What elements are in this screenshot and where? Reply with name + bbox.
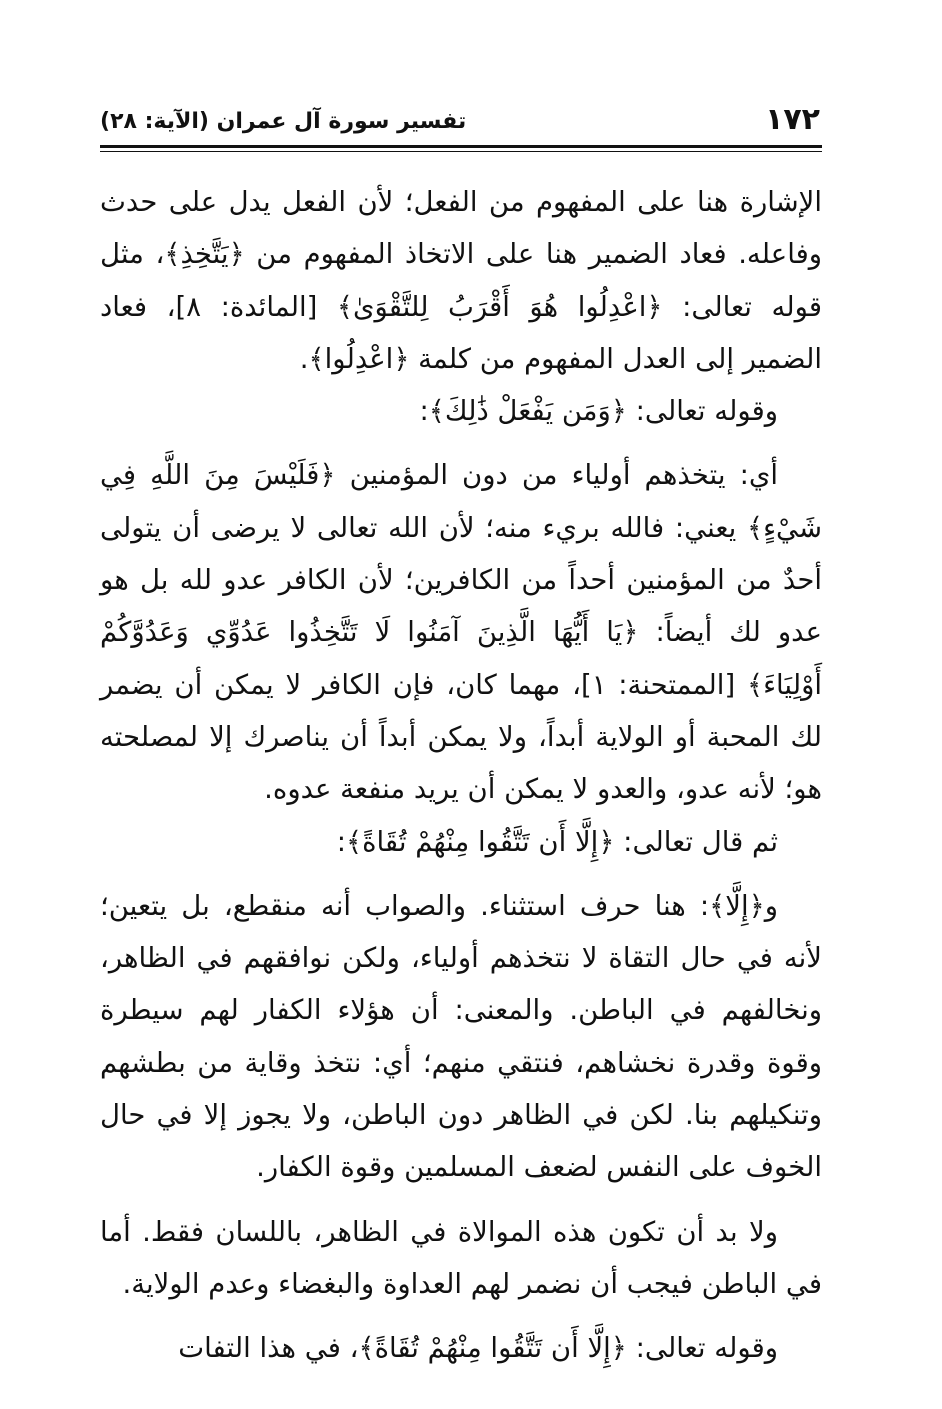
- paragraph: ثم قال تعالى: ﴿إِلَّا أَن تَتَّقُوا مِنْهُمْ تُقَاةً﴾:: [336, 825, 778, 858]
- paragraph: أي: يتخذهم أولياء من دون المؤمنين ﴿فَلَيْسَ مِنَ اللَّهِ فِي شَيْءٍ﴾ يعني: فالله بريء منه؛ لأن الله تعالى لا يرضى أن يتولى أحدٌ من المؤمنين أحداً من الكافرين؛ لأن الكافر عدو لله بل هو عدو لك أيضاً: ﴿يَا أَيُّهَا الَّذِينَ آمَنُوا لَا تَتَّخِذُوا عَدُوِّي وَعَدُوَّكُمْ أَوْلِيَاءَ﴾ [الممتحنة: ١]، مهما كان، فإن الكافر لا يمكن أن يضمر لك المحبة أو الولاية أبداً، ولا يمكن أبداً أن يناصرك إلا لمصلحته هو؛ لأنه عدو، والعدو لا يمكن أن يريد منفعة عدوه.: [100, 459, 823, 806]
- body-text: [100, 176, 822, 1375]
- page-number: ١٧٢: [765, 102, 820, 137]
- running-title: تفسير سورة آل عمران (الآية: ٢٨): [100, 109, 467, 134]
- header-rule-thick: [100, 145, 822, 148]
- header-rule-thin: [100, 151, 822, 152]
- paragraph: وقوله تعالى: ﴿إِلَّا أَن تَتَّقُوا مِنْهُمْ تُقَاةً﴾، في هذا التفات: [178, 1332, 778, 1365]
- paragraph: و﴿إِلَّا﴾: هنا حرف استثناء. والصواب أنه منقطع، بل يتعين؛ لأنه في حال التقاة لا نتخذهم أولياء، ولكن نوافقهم في الظاهر، ونخالفهم في الباطن. والمعنى: أن هؤلاء الكفار لهم سيطرة وقوة وقدرة نخشاهم، فنتقي منهم؛ أي: نتخذ وقاية من بطشهم وتنكيلهم بنا. لكن في الظاهر دون الباطن، ولا يجوز إلا في حال الخوف على النفس لضعف المسلمين وقوة الكفار.: [100, 889, 822, 1184]
- paragraph: الإشارة هنا على المفهوم من الفعل؛ لأن الفعل يدل على حدث وفاعله. فعاد الضمير هنا على الاتخاذ المفهوم من ﴿يَتَّخِذِ﴾، مثل قوله تعالى: ﴿اعْدِلُوا هُوَ أَقْرَبُ لِلتَّقْوَىٰ﴾ [المائدة: ٨]، فعاد الضمير إلى العدل المفهوم من كلمة ﴿اعْدِلُوا﴾.: [100, 186, 823, 375]
- paragraph: وقوله تعالى: ﴿وَمَن يَفْعَلْ ذَٰلِكَ﴾:: [419, 395, 778, 428]
- page-header: [100, 102, 820, 142]
- paragraph: ولا بد أن تكون هذه الموالاة في الظاهر، باللسان فقط. أما في الباطن فيجب أن نضمر لهم العداوة والبغضاء وعدم الولاية.: [100, 1215, 822, 1300]
